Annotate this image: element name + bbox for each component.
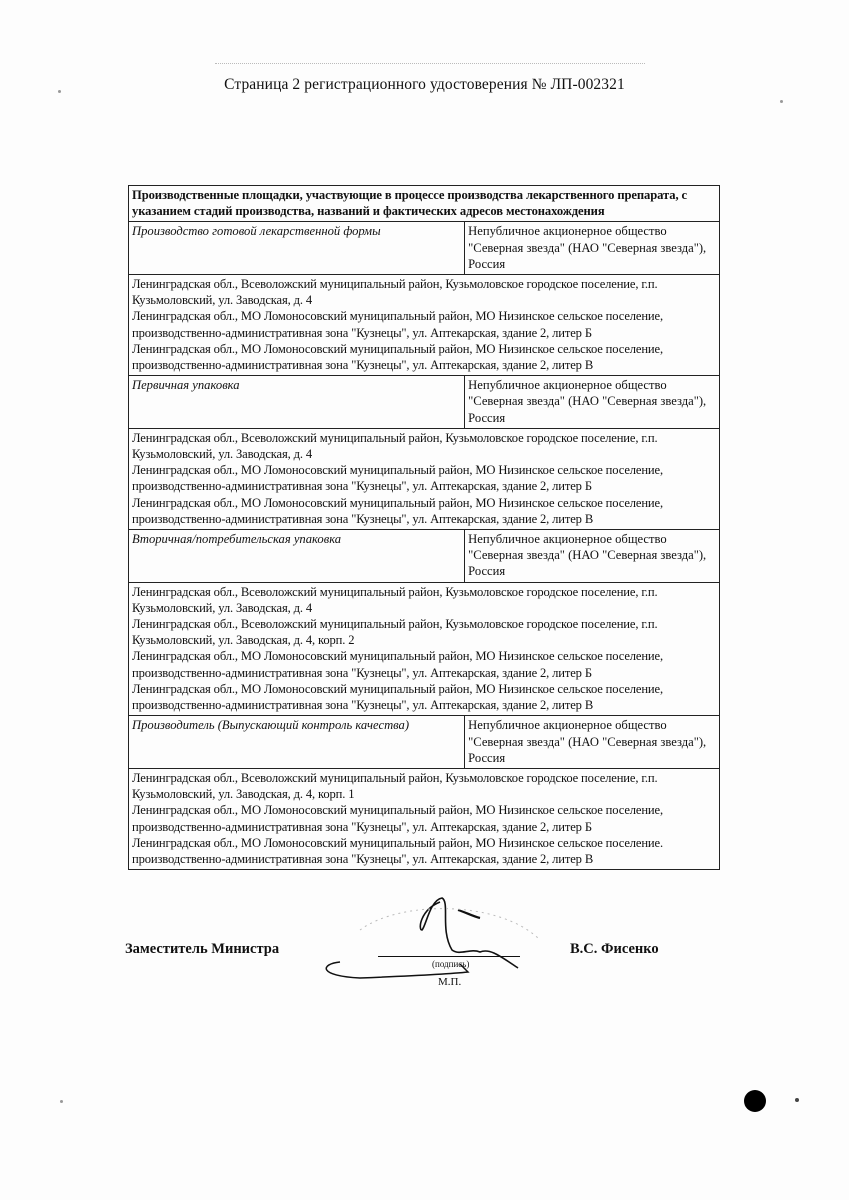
stage-name: Вторичная/потребительская упаковка bbox=[129, 530, 465, 583]
address-list bbox=[129, 582, 720, 716]
address: Ленинградская обл., МО Ломоносовский муниципальный район, МО Низинское сельское поселение, производственно-административная зона "Кузнецы", ул. Аптекарская, здание 2, литер В bbox=[132, 495, 663, 526]
address: Ленинградская обл., МО Ломоносовский муниципальный район, МО Низинское сельское поселение, производственно-административная зона "Кузнецы", ул. Аптекарская, здание 2, литер Б bbox=[132, 463, 663, 494]
organization-name: Непубличное акционерное общество "Северная звезда" (НАО "Северная звезда"), Россия bbox=[465, 376, 720, 429]
stage-row bbox=[129, 716, 720, 769]
signatory-name: В.С. Фисенко bbox=[570, 941, 659, 957]
address-row bbox=[129, 428, 720, 529]
punch-hole-dot-icon bbox=[744, 1090, 766, 1112]
address: Ленинградская обл., Всеволожский муниципальный район, Кузьмоловское городское поселение, г.п. Кузьмоловский, ул. Заводская, д. 4 bbox=[132, 584, 658, 615]
stage-name: Первичная упаковка bbox=[129, 376, 465, 429]
address: Ленинградская обл., Всеволожский муниципальный район, Кузьмоловское городское поселение, г.п. Кузьмоловский, ул. Заводская, д. 4, корп. 2 bbox=[132, 617, 658, 648]
organization-name: Непубличное акционерное общество "Северная звезда" (НАО "Северная звезда"), Россия bbox=[465, 222, 720, 275]
address-list bbox=[129, 275, 720, 376]
table-header-row bbox=[129, 186, 720, 222]
organization-name: Непубличное акционерное общество "Северная звезда" (НАО "Северная звезда"), Россия bbox=[465, 530, 720, 583]
address: Ленинградская обл., Всеволожский муниципальный район, Кузьмоловское городское поселение, г.п. Кузьмоловский, ул. Заводская, д. 4 bbox=[132, 430, 658, 462]
stage-name: Производство готовой лекарственной формы bbox=[129, 222, 465, 275]
address: Ленинградская обл., МО Ломоносовский муниципальный район, МО Низинское сельское поселение. производственно-административная зона "Кузнецы", ул. Аптекарская, здание 2, литер В bbox=[132, 835, 663, 866]
stamp-label: М.П. bbox=[438, 976, 462, 988]
stage-row bbox=[129, 530, 720, 583]
signature-caption: (подпись) bbox=[432, 959, 470, 969]
signature-block bbox=[0, 940, 849, 1000]
address-list bbox=[129, 768, 720, 869]
address-row bbox=[129, 275, 720, 376]
address-row bbox=[129, 582, 720, 716]
address: Ленинградская обл., Всеволожский муниципальный район, Кузьмоловское городское поселение, г.п. Кузьмоловский, ул. Заводская, д. 4 bbox=[132, 277, 658, 308]
stage-row bbox=[129, 376, 720, 429]
organization-name: Непубличное акционерное общество "Северная звезда" (НАО "Северная звезда"), Россия bbox=[465, 716, 720, 769]
scan-speckle bbox=[58, 90, 61, 93]
signature-line bbox=[378, 956, 520, 957]
scan-noise bbox=[215, 63, 645, 68]
address: Ленинградская обл., МО Ломоносовский муниципальный район, МО Низинское сельское поселение, производственно-административная зона "Кузнецы", ул. Аптекарская, здание 2, литер Б bbox=[132, 309, 663, 340]
page-title: Страница 2 регистрационного удостоверения № ЛП-002321 bbox=[224, 76, 625, 93]
stage-row bbox=[129, 222, 720, 275]
production-sites-table bbox=[128, 185, 720, 870]
stage-name: Производитель (Выпускающий контроль качества) bbox=[129, 716, 465, 769]
table-header: Производственные площадки, участвующие в процессе производства лекарственного препарата, с указанием стадий производства, названий и фактических адресов местонахождения bbox=[129, 186, 720, 222]
signatory-title: Заместитель Министра bbox=[125, 941, 280, 957]
address-list bbox=[129, 428, 720, 529]
scan-speckle bbox=[60, 1100, 63, 1103]
address: Ленинградская обл., МО Ломоносовский муниципальный район, МО Низинское сельское поселение, производственно-административная зона "Кузнецы", ул. Аптекарская, здание 2, литер Б bbox=[132, 649, 663, 680]
scan-speckle bbox=[795, 1098, 799, 1102]
address: Ленинградская обл., МО Ломоносовский муниципальный район, МО Низинское сельское поселение, производственно-административная зона "Кузнецы", ул. Аптекарская, здание 2, литер В bbox=[132, 341, 663, 373]
address-row bbox=[129, 768, 720, 869]
address: Ленинградская обл., МО Ломоносовский муниципальный район, МО Низинское сельское поселение, производственно-административная зона "Кузнецы", ул. Аптекарская, здание 2, литер Б bbox=[132, 803, 663, 834]
scan-speckle bbox=[780, 100, 783, 103]
address: Ленинградская обл., Всеволожский муниципальный район, Кузьмоловское городское поселение, г.п. Кузьмоловский, ул. Заводская, д. 4, корп. 1 bbox=[132, 770, 658, 802]
address: Ленинградская обл., МО Ломоносовский муниципальный район, МО Низинское сельское поселение, производственно-административная зона "Кузнецы", ул. Аптекарская, здание 2, литер В bbox=[132, 681, 663, 713]
